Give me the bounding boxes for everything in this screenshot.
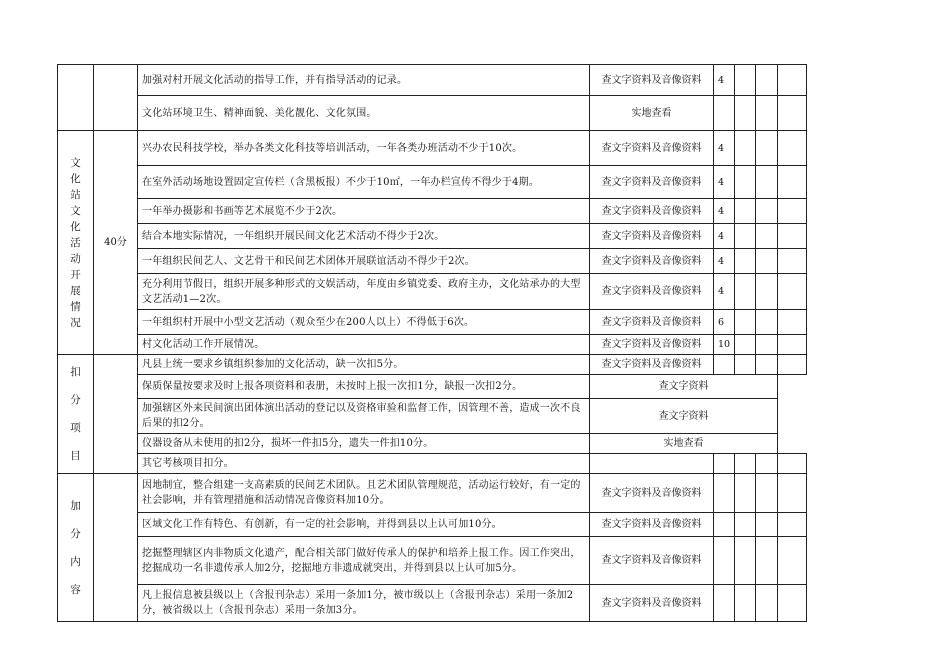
criterion-text: 仪器设备从未使用的扣2分，损坏一件扣5分，遗失一件扣10分。 xyxy=(138,434,590,454)
check-method: 查文字资料及音像资料 xyxy=(590,274,714,310)
table-row xyxy=(58,224,807,249)
blank-cell xyxy=(756,224,778,249)
blank-cell xyxy=(756,199,778,224)
score-value: 10 xyxy=(714,335,735,355)
criterion-text: 兴办农民科技学校，举办各类文化科技等培训活动，一年各类办班活动不少于10次。 xyxy=(138,131,590,166)
criterion-text: 挖掘整理辖区内非物质文化遗产，配合相关部门做好传承人的保护和培养上报工作。因工作突出，挖掘成功一名非遗传承人加2分，挖掘地方非遗成就突出，并得到县以上认可加5分。 xyxy=(138,537,590,585)
score-value: 4 xyxy=(714,224,735,249)
blank-cell xyxy=(756,310,778,335)
table-row xyxy=(58,249,807,274)
check-method: 查文字资料及音像资料 xyxy=(590,355,714,375)
blank-cell xyxy=(735,310,756,335)
check-method: 实地查看 xyxy=(590,434,778,454)
score-value: 4 xyxy=(714,199,735,224)
table-row xyxy=(58,131,807,166)
blank-cell xyxy=(735,274,756,310)
blank-cell xyxy=(735,249,756,274)
table-row xyxy=(58,474,807,513)
criterion-text: 其它考核项目扣分。 xyxy=(138,454,590,474)
score-value xyxy=(714,513,735,537)
criterion-text: 一年组织民间艺人、文艺骨干和民间艺术团体开展联谊活动不得少于2次。 xyxy=(138,249,590,274)
blank-cell xyxy=(756,513,778,537)
score-value xyxy=(714,454,735,474)
table-row xyxy=(58,65,807,96)
blank-cell xyxy=(756,65,778,96)
blank-cell xyxy=(778,585,807,622)
evaluation-table xyxy=(57,64,807,622)
blank-cell xyxy=(756,96,778,131)
blank-cell xyxy=(756,166,778,199)
check-method: 实地查看 xyxy=(590,96,714,131)
blank-cell xyxy=(735,585,756,622)
blank-cell xyxy=(778,454,807,474)
blank-cell xyxy=(735,335,756,355)
category-activity xyxy=(58,131,94,355)
table-row xyxy=(58,399,807,434)
check-method: 查文字资料及音像资料 xyxy=(590,513,714,537)
blank-cell xyxy=(756,355,778,375)
blank-cell xyxy=(778,335,807,355)
category-cell-continued xyxy=(58,65,94,131)
blank-cell xyxy=(778,96,807,131)
blank-cell xyxy=(735,355,756,375)
table-row xyxy=(58,355,807,375)
criterion-text: 加强辖区外来民间演出团体演出活动的登记以及资格审验和监督工作，因管理不善，造成一次不良后果的扣2分。 xyxy=(138,399,590,434)
points-activity: 40分 xyxy=(94,131,138,355)
check-method: 查文字资料及音像资料 xyxy=(590,474,714,513)
check-method: 查文字资料及音像资料 xyxy=(590,335,714,355)
blank-cell xyxy=(735,199,756,224)
criterion-text: 因地制宜，整合组建一支高素质的民间艺术团队。且艺术团队管理规范，活动运行较好，有一定的社会影响，并有管理措施和活动情况音像资料加10分。 xyxy=(138,474,590,513)
check-method: 查文字资料 xyxy=(590,399,778,434)
score-value xyxy=(714,474,735,513)
criterion-text: 结合本地实际情况，一年组织开展民间文化艺术活动不得少于2次。 xyxy=(138,224,590,249)
score-value xyxy=(714,537,735,585)
score-value: 4 xyxy=(714,65,735,96)
category-label: 加分内容 xyxy=(70,499,81,596)
check-method: 查文字资料及音像资料 xyxy=(590,199,714,224)
score-value: 4 xyxy=(714,131,735,166)
blank-cell xyxy=(756,274,778,310)
table-row xyxy=(58,454,807,474)
criterion-text: 一年组织村开展中小型文艺活动（观众至少在200人以上）不得低于6次。 xyxy=(138,310,590,335)
table-row xyxy=(58,335,807,355)
score-value: 4 xyxy=(714,274,735,310)
blank-cell xyxy=(735,166,756,199)
blank-cell xyxy=(778,355,807,375)
blank-cell xyxy=(735,537,756,585)
category-label: 文化站文化活动开展情况 xyxy=(70,156,81,329)
blank-cell xyxy=(778,474,807,513)
blank-cell xyxy=(756,585,778,622)
blank-cell xyxy=(778,65,807,96)
criterion-text: 充分利用节假日，组织开展多种形式的文娱活动，年度由乡镇党委、政府主办，文化站承办的大型文艺活动1—2次。 xyxy=(138,274,590,310)
table-row xyxy=(58,585,807,622)
points-bonus xyxy=(94,474,138,622)
check-method: 查文字资料及音像资料 xyxy=(590,249,714,274)
blank-cell xyxy=(778,513,807,537)
points-cell-continued xyxy=(94,65,138,131)
blank-cell xyxy=(778,166,807,199)
criterion-text: 在室外活动场地设置固定宣传栏（含黑板报）不少于10㎡，一年办栏宣传不得少于4期。 xyxy=(138,166,590,199)
check-method: 查文字资料及音像资料 xyxy=(590,310,714,335)
blank-cell xyxy=(756,249,778,274)
blank-cell xyxy=(735,96,756,131)
category-bonus xyxy=(58,474,94,622)
table-row xyxy=(58,434,807,454)
blank-cell xyxy=(778,274,807,310)
check-method: 查文字资料 xyxy=(590,375,778,399)
criterion-text: 保质保量按要求及时上报各项资料和表册，未按时上报一次扣1分，缺报一次扣2分。 xyxy=(138,375,590,399)
category-label: 扣分项目 xyxy=(70,366,81,462)
blank-cell xyxy=(778,131,807,166)
score-value: 6 xyxy=(714,310,735,335)
table-row xyxy=(58,513,807,537)
blank-cell xyxy=(735,224,756,249)
blank-cell xyxy=(756,131,778,166)
blank-cell xyxy=(735,454,756,474)
criterion-text: 区域文化工作有特色、有创新，有一定的社会影响，并得到县以上认可加10分。 xyxy=(138,513,590,537)
blank-cell xyxy=(778,224,807,249)
category-deduct xyxy=(58,355,94,474)
check-method: 查文字资料及音像资料 xyxy=(590,537,714,585)
table-row xyxy=(58,166,807,199)
table-row xyxy=(58,199,807,224)
check-method xyxy=(590,454,714,474)
blank-cell xyxy=(735,65,756,96)
blank-cell xyxy=(778,249,807,274)
score-value: 4 xyxy=(714,166,735,199)
score-value xyxy=(714,355,735,375)
criterion-text: 村文化活动工作开展情况。 xyxy=(138,335,590,355)
blank-cell xyxy=(756,335,778,355)
table-row xyxy=(58,96,807,131)
blank-cell xyxy=(778,310,807,335)
table-row xyxy=(58,375,807,399)
score-value: 4 xyxy=(714,249,735,274)
blank-cell xyxy=(756,454,778,474)
blank-cell xyxy=(735,131,756,166)
table-row xyxy=(58,537,807,585)
criterion-text: 凡上报信息被县级以上（含报刊杂志）采用一条加1分，被市级以上（含报刊杂志）采用一条加2分，被省级以上（含报刊杂志）采用一条加3分。 xyxy=(138,585,590,622)
blank-cell xyxy=(778,199,807,224)
blank-cell xyxy=(778,537,807,585)
points-deduct xyxy=(94,355,138,474)
criterion-text: 文化站环境卫生、精神面貌、美化靓化、文化氛围。 xyxy=(138,96,590,131)
criterion-text: 一年举办摄影和书画等艺术展览不少于2次。 xyxy=(138,199,590,224)
score-value xyxy=(714,96,735,131)
check-method: 查文字资料及音像资料 xyxy=(590,131,714,166)
blank-cell xyxy=(756,474,778,513)
check-method: 查文字资料及音像资料 xyxy=(590,585,714,622)
table-row xyxy=(58,310,807,335)
check-method: 查文字资料及音像资料 xyxy=(590,166,714,199)
blank-cell xyxy=(756,537,778,585)
criterion-text: 加强对村开展文化活动的指导工作，并有指导活动的记录。 xyxy=(138,65,590,96)
blank-cell xyxy=(735,474,756,513)
criterion-text: 凡县上统一要求乡镇组织参加的文化活动，缺一次扣5分。 xyxy=(138,355,590,375)
check-method: 查文字资料及音像资料 xyxy=(590,224,714,249)
check-method: 查文字资料及音像资料 xyxy=(590,65,714,96)
blank-cell xyxy=(735,513,756,537)
table-row xyxy=(58,274,807,310)
score-value xyxy=(714,585,735,622)
